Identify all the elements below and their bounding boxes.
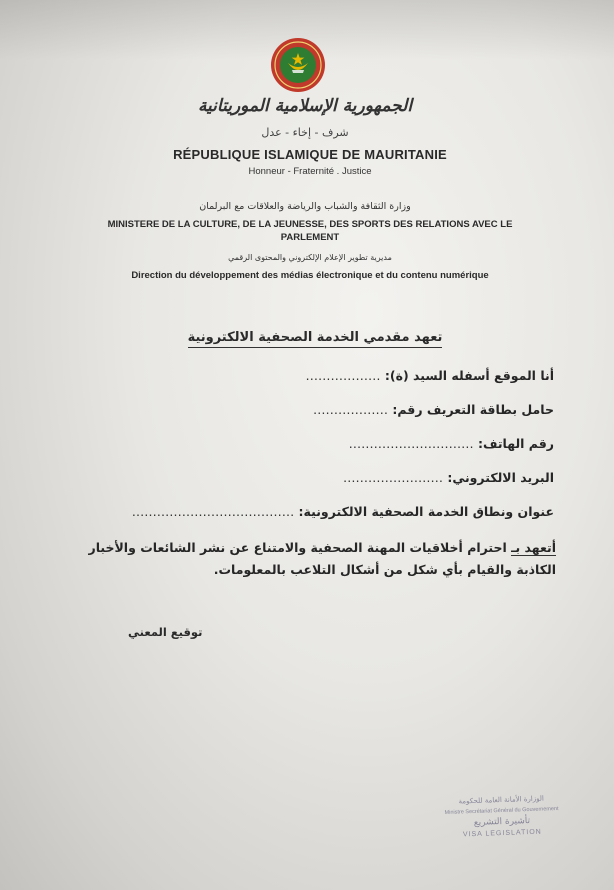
pledge-text: احترام أخلاقيات المهنة الصحفية والامتناع عن نشر الشائعات والأخبار الكاذبة والقيام بأي شكل من أشكال التلاعب بالمعلومات.	[88, 540, 556, 577]
stamp-line-2: Ministre Secrétariat Général du Gouvernement	[444, 806, 559, 816]
pledge-paragraph	[66, 537, 556, 581]
form-title-text: تعهد مقدمي الخدمة الصحفية الالكترونية	[188, 330, 443, 348]
motto-arabic: شرف - إخاء - عدل	[261, 126, 349, 139]
national-seal-icon	[270, 37, 326, 93]
field-label: حامل بطاقة التعريف رقم:	[392, 402, 554, 417]
form-title	[180, 330, 450, 345]
signature-label: توقيع المعني	[128, 625, 203, 639]
field-dots: ………………	[312, 402, 388, 417]
ministry-french	[85, 218, 535, 244]
field-dots: …………………………	[348, 436, 474, 451]
field-label: البريد الالكتروني:	[447, 470, 554, 485]
motto-french: Honneur - Fraternité . Justice	[248, 166, 372, 177]
field-label: رقم الهاتف:	[477, 436, 554, 451]
field-id-number[interactable]	[313, 402, 554, 417]
field-service-address[interactable]	[132, 504, 554, 519]
republic-name-french: RÉPUBLIQUE ISLAMIQUE DE MAURITANIE	[173, 147, 447, 162]
ministry-arabic: وزارة الثقافة والشباب والرياضة والعلاقات مع البرلمان	[199, 201, 411, 212]
ministry-french-line-2: PARLEMENT	[280, 232, 340, 243]
stamp-line-4: VISA LEGISLATION	[462, 828, 542, 839]
field-label: عنوان ونطاق الخدمة الصحفية الالكترونية:	[298, 504, 554, 519]
field-label: أنا الموقع أسفله السيد (ة):	[384, 368, 554, 383]
pledge-lead: أتعهد بـ	[511, 540, 556, 555]
direction-french: Direction du développement des médias électronique et du contenu numérique	[131, 270, 489, 281]
field-dots: ……………………	[342, 470, 443, 485]
stamp-line-3: تأشيرة التشريع	[473, 816, 531, 828]
field-dots: ………………	[305, 368, 381, 383]
field-dots: …………………………………	[131, 504, 295, 519]
ministry-french-line-1: MINISTERE DE LA CULTURE, DE LA JEUNESSE, DES SPORTS DES RELATIONS AVEC LE	[107, 219, 513, 230]
republic-name-arabic: الجمهورية الإسلامية الموريتانية	[197, 96, 413, 116]
stamp-line-1: الوزارة الأمانة العامة للحكومة	[458, 794, 544, 806]
legislation-stamp	[431, 793, 573, 853]
direction-arabic: مديرية تطوير الإعلام الإلكتروني والمحتوى الرقمي	[228, 253, 392, 262]
field-email[interactable]	[343, 470, 554, 485]
field-phone[interactable]	[349, 436, 554, 451]
field-signer-name[interactable]	[306, 368, 554, 383]
